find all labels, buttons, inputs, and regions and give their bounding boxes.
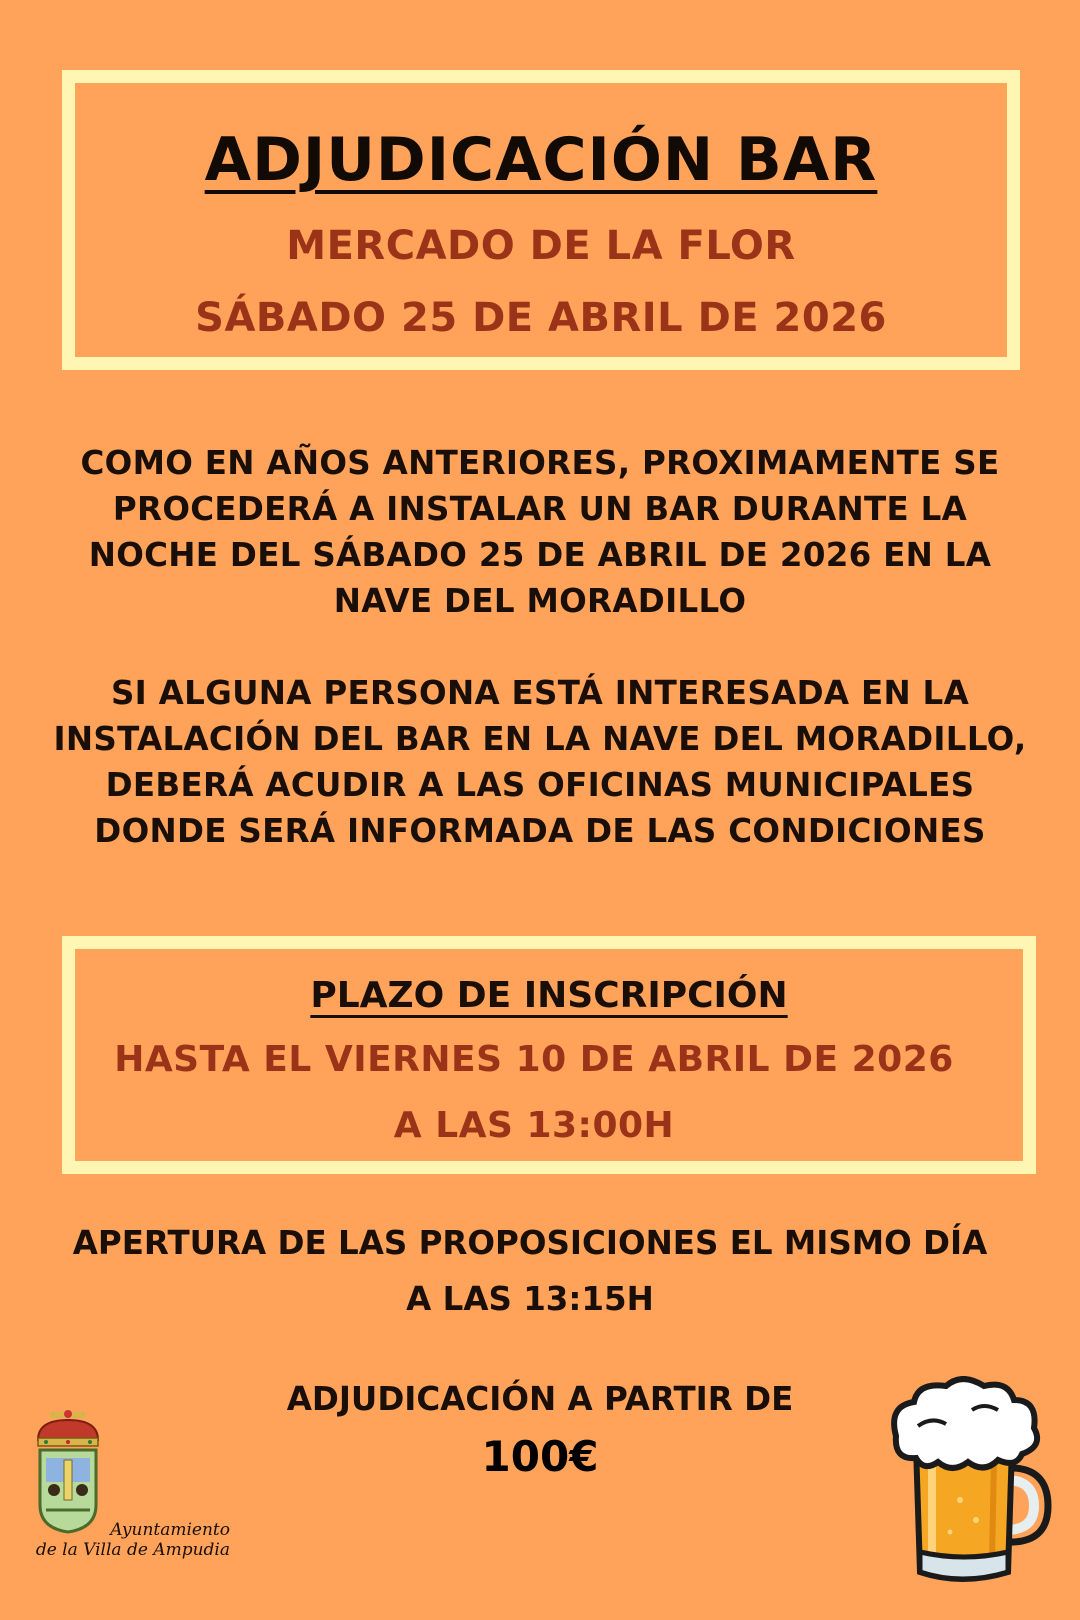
logo-caption-line-2: de la Villa de Ampudia xyxy=(35,1540,230,1560)
deadline-box xyxy=(62,936,1036,1174)
header-box xyxy=(62,70,1020,370)
event-name: MERCADO DE LA FLOR xyxy=(286,223,796,269)
award-label: ADJUDICACIÓN A PARTIR DE xyxy=(286,1380,794,1418)
deadline-date: HASTA EL VIERNES 10 DE ABRIL DE 2026 xyxy=(114,1039,954,1080)
award-price: 100€ xyxy=(481,1432,599,1481)
deadline-time: A LAS 13:00H xyxy=(393,1105,675,1146)
info-paragraph: SI ALGUNA PERSONA ESTÁ INTERESADA EN LA INSTALACIÓN DEL BAR EN LA NAVE DEL MORADILLO, DEBERÁ ACUDIR A LAS OFICINAS MUNICIPALES DONDE SERÁ INFORMADA DE LAS CONDICIONES xyxy=(53,674,1027,850)
opening-text: APERTURA DE LAS PROPOSICIONES EL MISMO DÍA A LAS 13:15H xyxy=(72,1224,988,1318)
page-title: ADJUDICACIÓN BAR xyxy=(204,125,878,195)
logo-caption-line-1: Ayuntamiento xyxy=(110,1520,230,1540)
logo-caption xyxy=(30,1520,230,1560)
intro-paragraph: COMO EN AÑOS ANTERIORES, PROXIMAMENTE SE PROCEDERÁ A INSTALAR UN BAR DURANTE LA NOCHE DEL SÁBADO 25 DE ABRIL DE 2026 EN LA NAVE DEL MORADILLO xyxy=(80,444,1000,620)
event-date: SÁBADO 25 DE ABRIL DE 2026 xyxy=(195,295,887,341)
beer-mug-icon xyxy=(888,1376,1058,1588)
deadline-heading: PLAZO DE INSCRIPCIÓN xyxy=(310,975,788,1016)
